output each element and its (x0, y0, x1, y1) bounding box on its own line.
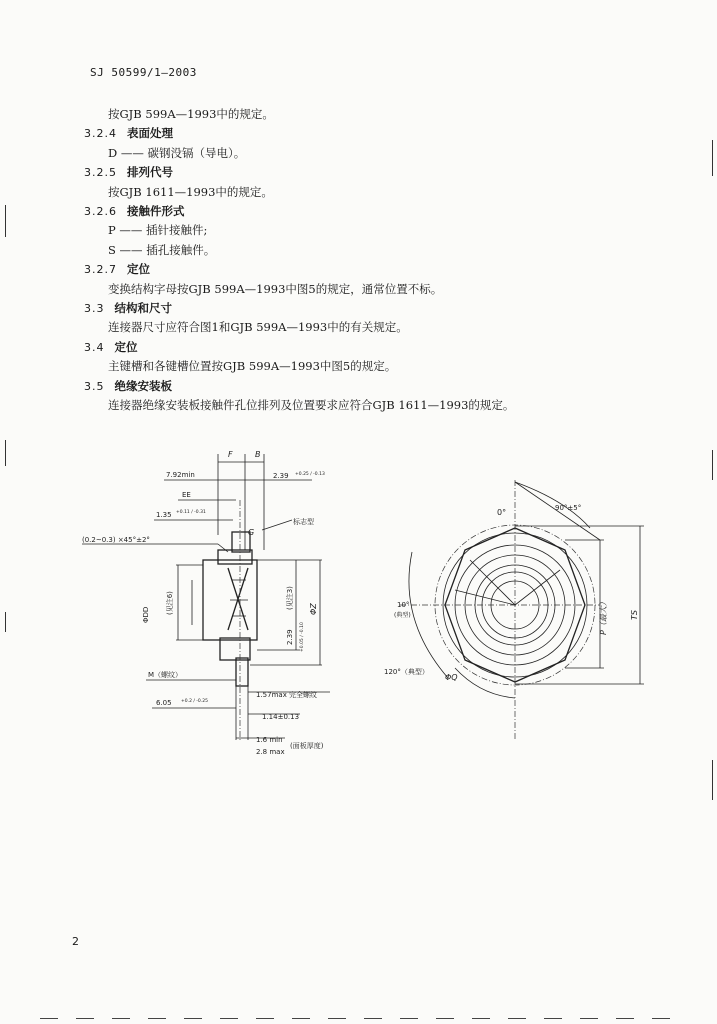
body-paragraph: S —— 插孔接触件。 (108, 242, 216, 257)
angle-90: 90°±5° (555, 504, 582, 512)
section-heading (84, 126, 173, 141)
body-paragraph: D —— 碳钢没镉（导电）。 (108, 145, 246, 160)
body-paragraph: 连接器绝缘安装板接触件孔位排列及位置要求应符合GJB 1611—1993的规定。 (108, 398, 515, 412)
section-title: 定位 (127, 262, 150, 277)
section-number: 3.3 (84, 302, 105, 315)
section-number: 3.2.4 (84, 127, 117, 141)
dim-1-35: 1.35 (156, 511, 172, 519)
dim-2-8-max: 2.8 max (256, 748, 285, 756)
section-number: 3.5 (84, 379, 105, 393)
section-title: 接触件形式 (127, 204, 185, 218)
section-heading (84, 204, 185, 219)
dim-1-6-min: 1.6 min (256, 736, 283, 744)
angle-120: 120°（典型） (384, 668, 429, 676)
body-paragraph: P —— 插针接触件; (108, 223, 208, 238)
dim-6-05: 6.05 (156, 699, 172, 707)
dim-2-39b-tol: +0.05 / -0.10 (300, 622, 305, 652)
dim-p: P（最大） (599, 598, 608, 635)
section-title: 定位 (114, 339, 138, 354)
dim-2-39-tol: +0.25 / -0.13 (295, 472, 325, 477)
section-heading (84, 379, 172, 394)
angle-0: 0° (497, 508, 507, 517)
dim-2-39: 2.39 (273, 472, 289, 480)
connector-drawing (0, 440, 717, 770)
section-number: 3.2.7 (84, 263, 117, 277)
body-paragraph: 变换结构字母按GJB 599A—1993中图5的规定，通常位置不标。 (108, 281, 443, 296)
scan-edge-right-2 (712, 450, 713, 480)
dim-ts: TS (630, 610, 639, 620)
note-6: (见注6) (166, 591, 174, 615)
front-view (384, 480, 644, 740)
scan-edge-bottom (40, 1018, 680, 1019)
angle-10: 10° (397, 601, 410, 609)
dim-z: ΦZ (309, 603, 318, 615)
page-number: 2 (72, 935, 79, 948)
dim-dd: ΦDD (142, 606, 150, 623)
section-heading (84, 165, 173, 180)
section-number: 3.4 (84, 340, 105, 354)
angle-10-note: (典型) (394, 612, 411, 619)
body-paragraph: 主键槽和各键槽位置按GJB 599A—1993中图5的规定。 (108, 359, 397, 374)
section-heading (84, 262, 150, 277)
section-heading (84, 340, 138, 355)
label-f: F (228, 450, 233, 459)
body-paragraph: 按GJB 599A—1993中的规定。 (108, 107, 274, 121)
section-title: 排列代号 (127, 165, 173, 180)
chamfer-label: (0.2~0.3) ×45°±2° (82, 536, 150, 544)
panel-thickness: (面板厚度) (290, 742, 324, 750)
document-code: SJ 50599/1—2003 (90, 66, 197, 79)
section-title: 绝缘安装板 (114, 378, 172, 393)
section-heading (84, 301, 172, 316)
thread-label: M（螺纹） (148, 671, 183, 679)
dim-6-05-tol: +0.2 / -0.25 (181, 699, 208, 704)
section-number: 3.2.5 (84, 166, 117, 180)
section-title: 表面处理 (127, 126, 173, 141)
note-3: (见注3) (286, 586, 294, 610)
dim-1-57: 1.57max 完全螺纹 (256, 691, 318, 699)
marker-label: 标志型 (293, 518, 314, 526)
dim-7-92: 7.92min (166, 471, 195, 479)
scan-edge-left-3 (5, 612, 6, 632)
dim-2-39b: 2.39 (286, 629, 294, 645)
scan-edge-right-3 (712, 760, 713, 800)
label-b: B (255, 450, 261, 459)
dim-1-35-tol: +0.11 / -0.31 (176, 510, 206, 515)
scan-edge-right-1 (712, 140, 713, 176)
scan-edge-left-2 (5, 440, 6, 466)
section-number: 3.2.6 (84, 205, 117, 218)
body-paragraph: 按GJB 1611—1993中的规定。 (108, 184, 273, 199)
label-g: G (248, 528, 255, 537)
scan-edge-left-1 (5, 205, 6, 237)
dim-1-14: 1.14±0.13 (262, 713, 300, 721)
label-ee: EE (182, 491, 191, 499)
side-view (82, 450, 330, 756)
body-paragraph: 连接器尺寸应符合图1和GJB 599A—1993中的有关规定。 (108, 320, 408, 335)
section-title: 结构和尺寸 (114, 301, 172, 315)
dim-q: ΦQ (445, 673, 458, 682)
